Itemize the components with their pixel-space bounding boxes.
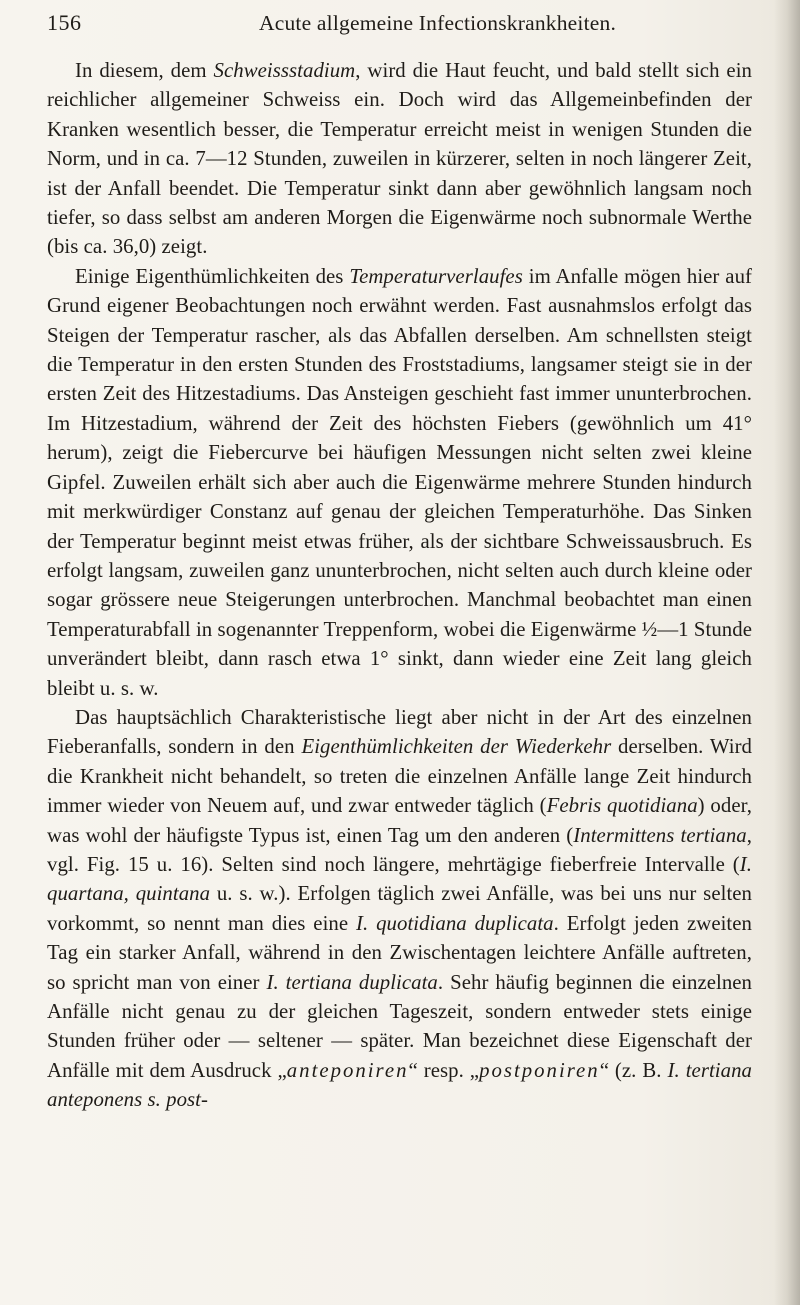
body-text bbox=[47, 56, 752, 1115]
term-quartana-quintana: I. quartana, quintana bbox=[47, 852, 752, 906]
term-quotidiana-duplicata: I. quotidiana duplicata bbox=[356, 911, 554, 935]
term-temperaturverlaufes: Temperaturverlaufes bbox=[349, 264, 523, 288]
running-title: Acute allgemeine Infectionskrankheiten. bbox=[259, 11, 617, 35]
term-schweissstadium: Schweissstadium bbox=[213, 59, 356, 82]
term-postponiren: postponiren bbox=[479, 1058, 600, 1082]
page-number: 156 bbox=[47, 10, 82, 35]
term-anteponiren: anteponiren bbox=[286, 1058, 409, 1082]
term-intermittens-tertiana: Intermittens tertiana bbox=[573, 823, 747, 847]
term-febris-quotidiana: Febris quotidiana bbox=[546, 794, 698, 818]
page-header bbox=[47, 10, 747, 46]
paragraph-sweat-stage: In diesem, dem Schweissstadium, wird die Haut feucht, und bald stellt sich ein reichlicher allgemeiner Schweiss ein. Doch wird das Allgemeinbefinden der Kranken wesentlich besser, die Temperatur erreicht meist in wenigen Stunden die Norm, und in ca. 7—12 Stunden, zuweilen in kürzerer, selten in noch längerer Zeit, ist der Anfall beendet. Die Temperatur sinkt dann aber gewöhnlich langsam noch tiefer, so dass selbst am anderen Morgen die Eigenwärme noch subnormale Werthe (bis ca. 36,0) zeigt. bbox=[47, 59, 752, 259]
term-tertiana-duplicata: I. tertiana duplicata bbox=[266, 970, 438, 994]
term-wiederkehr: Eigenthümlichkeiten der Wiederkehr bbox=[301, 735, 612, 759]
page-edge-shadow bbox=[774, 0, 800, 1305]
paragraph-recurrence: Das hauptsächlich Charakteristische liegt aber nicht in der Art des einzelnen Fieberanfalls, sondern in den Eigenthümlichkeiten der Wiederkehr derselben. Wird die Krankheit nicht behandelt, so treten die einzelnen Anfälle lange Zeit hindurch immer wieder von Neuem auf, und zwar entweder täglich (Febris quotidiana) oder, was wohl der häufigste Typus ist, einen Tag um den anderen (Intermittens tertiana, vgl. Fig. 15 u. 16). Selten sind noch längere, mehrtägige fieberfreie Intervalle (I. quartana, quintana u. s. w.). Erfolgen täglich zwei Anfälle, was bei uns nur selten vorkommt, so nennt man dies eine I. quotidiana duplicata. Erfolgt jeden zweiten Tag ein starker Anfall, während in den Zwischentagen leichtere Anfälle auftreten, so spricht man von einer I. tertiana duplicata. Sehr häufig beginnen die einzelnen Anfälle nicht genau zu der gleichen Tageszeit, sondern entweder stets einige Stunden früher oder — seltener — später. Man bezeichnet diese Eigenschaft der Anfälle mit dem Ausdruck „anteponiren“ resp. „postponiren“ (z. B. I. tertiana anteponens s. post- bbox=[47, 705, 753, 1112]
paragraph-temperature-course: Einige Eigenthümlichkeiten des Temperaturverlaufes im Anfalle mögen hier auf Grund eigener Beobachtungen noch erwähnt werden. Fast ausnahmslos erfolgt das Steigen der Temperatur rascher, als das Abfallen derselben. Am schnellsten steigt die Temperatur in den ersten Stunden des Froststadiums, langsamer steigt sie in der ersten Zeit des Hitzestadiums. Das Ansteigen geschieht fast immer ununterbrochen. Im Hitzestadium, während der Zeit des höchsten Fiebers (gewöhnlich um 41° herum), zeigt die Fiebercurve bei häufigen Messungen nicht selten zwei kleine Gipfel. Zuweilen erhält sich aber auch die Eigenwärme mehrere Stunden hindurch mit merkwürdiger Constanz auf genau der gleichen Temperaturhöhe. Das Sinken der Temperatur beginnt meist etwas früher, als der sichtbare Schweissausbruch. Es erfolgt langsam, zuweilen ganz ununterbrochen, nicht selten auch durch kleine oder sogar grössere neue Steigerungen unterbrochen. Manchmal beobachtet man einen Temperaturabfall in sogenannter Treppenform, wobei die Eigenwärme ½—1 Stunde unverändert bleibt, dann rasch etwa 1° sinkt, dann wieder eine Zeit lang gleich bleibt u. s. w. bbox=[47, 264, 753, 700]
term-tertiana-anteponens: I. tertiana anteponens s. post- bbox=[47, 1058, 752, 1112]
